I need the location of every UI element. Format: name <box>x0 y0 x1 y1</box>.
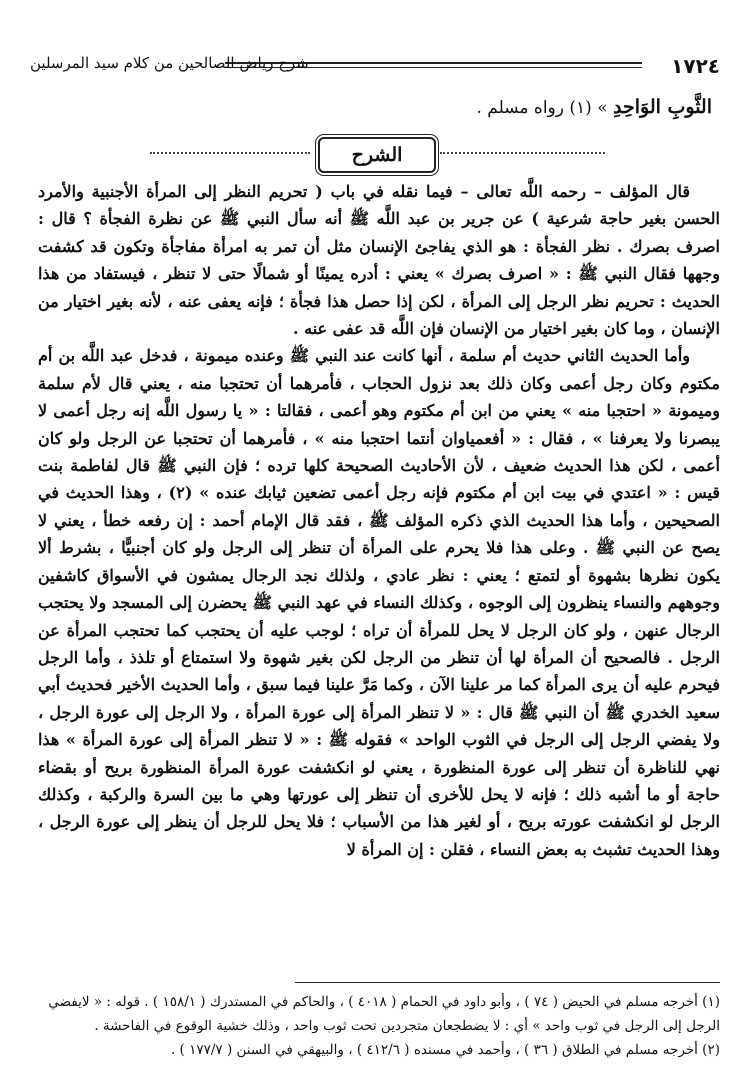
footnote-rule <box>295 982 720 983</box>
ornament-dots-right <box>440 152 605 154</box>
footnotes <box>38 990 720 1062</box>
section-heading: الشرح <box>318 137 436 173</box>
top-line <box>32 96 712 118</box>
book-title: شرح رياض الصالحين من كلام سيد المرسلين <box>30 54 309 72</box>
paragraph-2: وأما الحديث الثاني حديث أم سلمة ، أنها كانت عند النبي ﷺ وعنده ميمونة ، فدخل عبد اللَّه بن أم مكتوم وكان رجل أعمى وكان ذلك بعد نزول الحجاب ، فأمرهما أن تحتجبا منه ، يعني قال لأم سلمة وميمونة « احتجبا منه » يعني من ابن أم مكتوم وهو أعمى ، فقالتا : « يا رسول اللَّه إنه رجل أعمى لا يبصرنا ولا يعرفنا » ، فقال : « أفعمياوان أنتما احتجبا منه » ، فأمرهما أن تحتجبا عن الرجل ولو كان أعمى ، لكن هذا الحديث ضعيف ، لأن الأحاديث الصحيحة كلها ترده ؛ فإن النبي ﷺ قال لفاطمة بنت قيس : « اعتدي في بيت ابن أم مكتوم فإنه رجل أعمى تضعين ثيابك عنده » (٢) ، وهذا الحديث في الصحيحين ، وأما هذا الحديث الذي ذكره المؤلف ﷺ ، فقد قال الإمام أحمد : إن رفعه خطأ ، يعني لا يصح عن النبي ﷺ . وعلى هذا فلا يحرم على المرأة أن تنظر إلى الرجل ولو كان أجنبيًّا ، بشرط ألا يكون نظرها بشهوة أو لتمتع ؛ يعني : نظر عادي ، ولذلك نجد الرجال يمشون في الأسواق كاشفين وجوههم والنساء ينظرون إلى الوجوه ، وكذلك النساء في عهد النبي ﷺ يحضرن إلى المسجد ولا يحتجب الرجال عنهن ، ولو كان الرجل لا يحل للمرأة أن تراه ؛ لوجب عليه أن يحتجب كما تحتجب المرأة عن الرجل . فالصحيح أن المرأة لها أن تنظر من الرجل لكن بغير شهوة ولا استمتاع أو تلذذ ، وأما الرجل فيحرم عليه أن يرى المرأة كما مر علينا الآن ، وكما مَرَّ علينا فيما سبق ، وأما الحديث الأخير فحديث أبي سعيد الخدري ﷺ أن النبي ﷺ قال : « لا تنظر المرأة إلى عورة المرأة ، ولا الرجل إلى عورة الرجل ، ولا يفضي الرجل إلى الرجل في الثوب الواحد » فقوله ﷺ : « لا تنظر المرأة إلى عورة المرأة » هذا نهي للناظرة أن تنظر إلى عورة المنظورة ، يعني لو انكشفت عورة المرأة المنظورة بريح أو بقضاء حاجة أو ما أشبه ذلك ؛ فإنه لا يحل للأخرى أن تنظر إلى عورتها وهي ما بين السرة والركبة ، وكذلك الرجل لو انكشفت عورته بريح ، أو لغير هذا من الأسباب ؛ فلا يحل للرجل أن ينظر إلى عورة الرجل ، وهذا الحديث تشبث به بعض النساء ، فقلن : إن المرأة لا <box>38 346 721 859</box>
ornament-dots-left <box>150 152 310 154</box>
page-header <box>30 54 720 80</box>
main-text <box>38 178 720 863</box>
page-number: ١٧٢٤ <box>671 54 720 78</box>
top-line-rest: » (١) رواه مسلم . <box>476 98 608 118</box>
footnote-1: (١) أخرجه مسلم في الحيض ( ٧٤ ) ، وأبو داود في الحمام ( ٤٠١٨ ) ، والحاكم في المستدرك ( ١٥٨/١ ) . قوله : « لايفضي الرجل إلى الرجل في ثوب واحد » أي : لا يضطجعان متجردين تحت ثوب واحد ، وذلك خشية الوقوع في الفاحشة . <box>48 994 720 1034</box>
paragraph-1: قال المؤلف – رحمه اللَّه تعالى – فيما نقله في باب ( تحريم النظر إلى المرأة الأجنبية والأمرد الحسن بغير حاجة شرعية ) عن جرير بن عبد اللَّه ﷺ أنه سأل النبي ﷺ عن نظرة الفجأة ؟ قال : اصرف بصرك . نظر الفجأة : هو الذي يفاجئ الإنسان مثل أن تمر به امرأة مفاجأة وتكون قد كشفت وجهها فقال النبي ﷺ : « اصرف بصرك » يعني : أدره يمينًا أو شمالًا حتى لا تنظر ، فيستفاد من هذا الحديث : تحريم نظر الرجل إلى المرأة ، لكن إذا حصل هذا فجأة ؛ فإنه يعفى عنه ، لأنه بغير اختيار من الإنسان ، وما كان بغير اختيار من الإنسان فإن اللَّه قد عفى عنه . <box>38 182 721 339</box>
top-line-emphasis: الثَّوبِ الوَاحِدِ <box>613 96 712 118</box>
footnote-2: (٢) أخرجه مسلم في الطلاق ( ٣٦ ) ، وأحمد في مسنده ( ٤١٢/٦ ) ، والبيهقي في السنن ( ١٧٧/٧ ) . <box>170 1042 720 1058</box>
